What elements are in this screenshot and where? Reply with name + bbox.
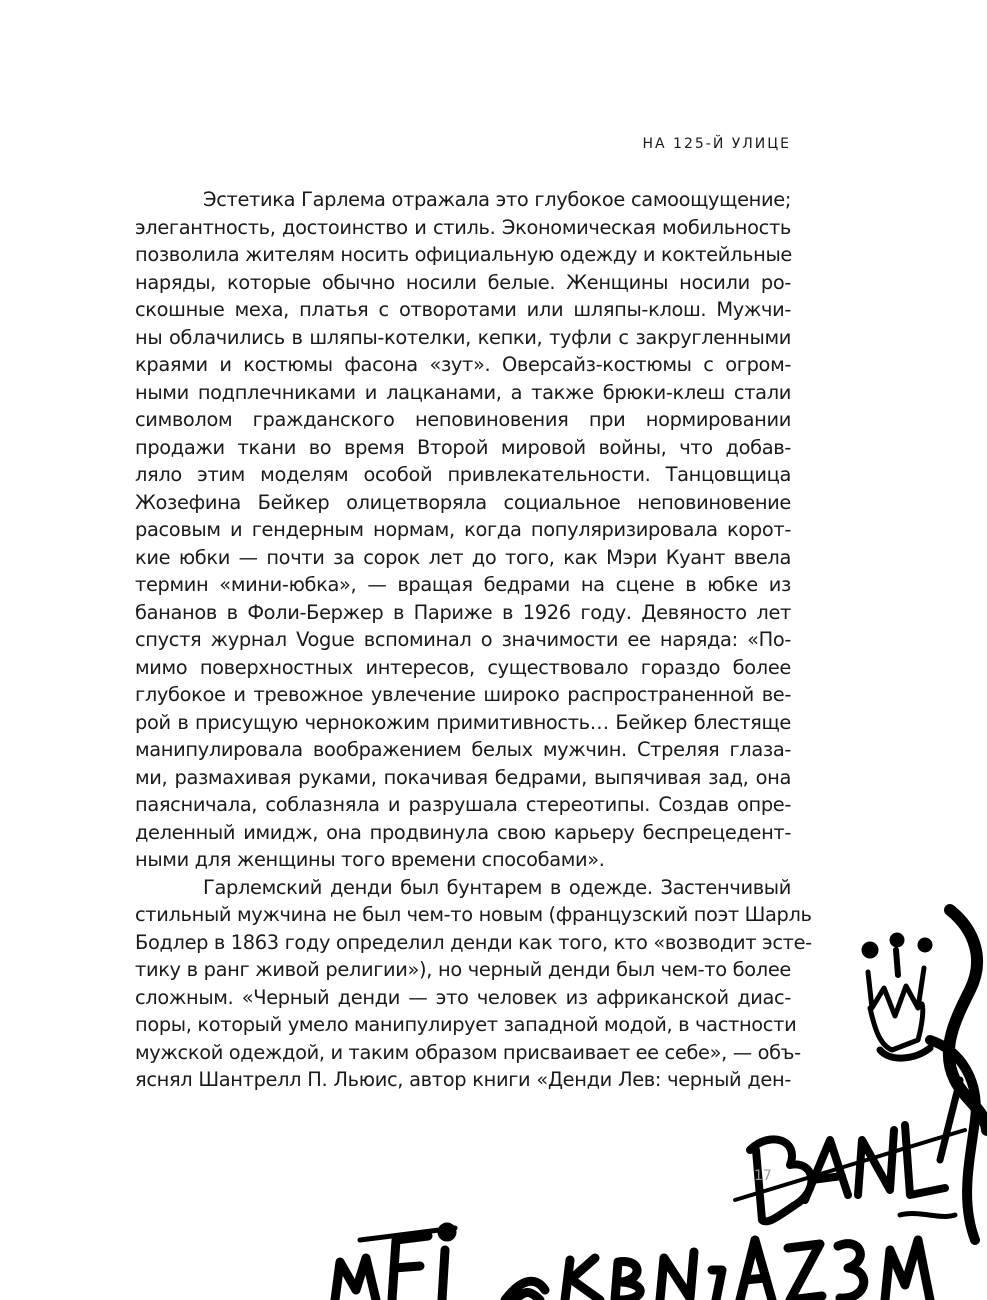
- text-line: скошные меха, платья с отворотами или шляпы-клош. Мужчи-: [135, 298, 791, 321]
- text-line: ляло этим моделям особой привлекательности. Танцовщица: [135, 463, 791, 486]
- text-line: спустя журнал Vogue вспоминал о значимости ее наряда: «По-: [135, 628, 791, 651]
- crown-drawing: [864, 935, 930, 1058]
- text-line: наряды, которые обычно носили белые. Женщины носили ро-: [135, 270, 791, 294]
- text-line: стильный мужчина не был чем-то новым (французский поэт Шарль: [135, 903, 812, 926]
- text-line: деленный имидж, она продвинула свою карьеру беспрецедент-: [135, 820, 791, 844]
- text-line: Жозефина Бейкер олицетворяла социальное неповиновение: [135, 490, 791, 514]
- text-line: сложным. «Черный денди — это человек из африканской диас-: [135, 985, 791, 1009]
- text-line: элегантность, достоинство и стиль. Экономическая мобильность: [135, 215, 791, 239]
- text-line: манипулировала воображением белых мужчин. Стреляя глаза-: [135, 738, 791, 761]
- text-line: Гарлемский денди был бунтарем в одежде. Застенчивый: [203, 875, 791, 899]
- text-line: бананов в Фоли-Бержер в Париже в 1926 году. Девяносто лет: [135, 600, 791, 624]
- text-line: позволила жителям носить официальную одежду и коктейльные: [135, 243, 792, 266]
- running-head: НА 125-Й УЛИЦЕ: [642, 136, 791, 152]
- text-line: краями и костюмы фасона «зут». Оверсайз-костюмы с огром-: [135, 353, 791, 376]
- page-number: 17: [754, 1168, 772, 1184]
- text-line: поры, который умело манипулирует западной модой, в частности: [135, 1013, 797, 1036]
- text-line: яснял Шантрелл П. Льюис, автор книги «Денди Лев: черный ден-: [135, 1068, 791, 1091]
- tag-kbn-jazz: [505, 1214, 955, 1300]
- tag-mfi: [335, 1227, 455, 1300]
- text-line: паясничала, соблазняла и разрушала стереотипы. Создав опре-: [135, 793, 791, 816]
- text-line: ными подплечниками и лацканами, а также брюки-клеш стали: [135, 380, 791, 404]
- text-line: Бодлер в 1863 году определил денди как того, кто «возводит эсте-: [135, 930, 812, 954]
- text-line: ными для женщины того времени способами».: [135, 848, 605, 871]
- text-line: рой в присущую чернокожим примитивность… Бейкер блестяще: [135, 710, 791, 734]
- text-line: тику в ранг живой религии»), но черный денди был чем-то более: [135, 958, 791, 981]
- text-line: мужской одеждой, и таким образом присваивает ее себе», — объ-: [135, 1040, 801, 1064]
- text-line: мимо поверхностных интересов, существовало гораздо более: [135, 655, 791, 679]
- text-line: Эстетика Гарлема отражала это глубокое самоощущение;: [203, 188, 791, 211]
- text-line: продажи ткани во время Второй мировой войны, что добав-: [135, 435, 791, 459]
- text-line: ми, размахивая руками, покачивая бедрами, выпячивая зад, она: [135, 765, 791, 789]
- text-line: глубокое и тревожное увлечение широко распространенной ве-: [135, 683, 791, 706]
- text-line: кие юбки — почти за сорок лет до того, как Мэри Куант ввела: [135, 545, 791, 569]
- text-line: ны облачились в шляпы-котелки, кепки, туфли с закругленными: [135, 325, 791, 349]
- text-line: символом гражданского неповиновения при нормировании: [135, 408, 791, 431]
- text-line: термин «мини-юбка», — вращая бедрами на сцене в юбке из: [135, 573, 791, 596]
- text-line: расовым и гендерным нормам, когда популяризировала корот-: [135, 518, 791, 541]
